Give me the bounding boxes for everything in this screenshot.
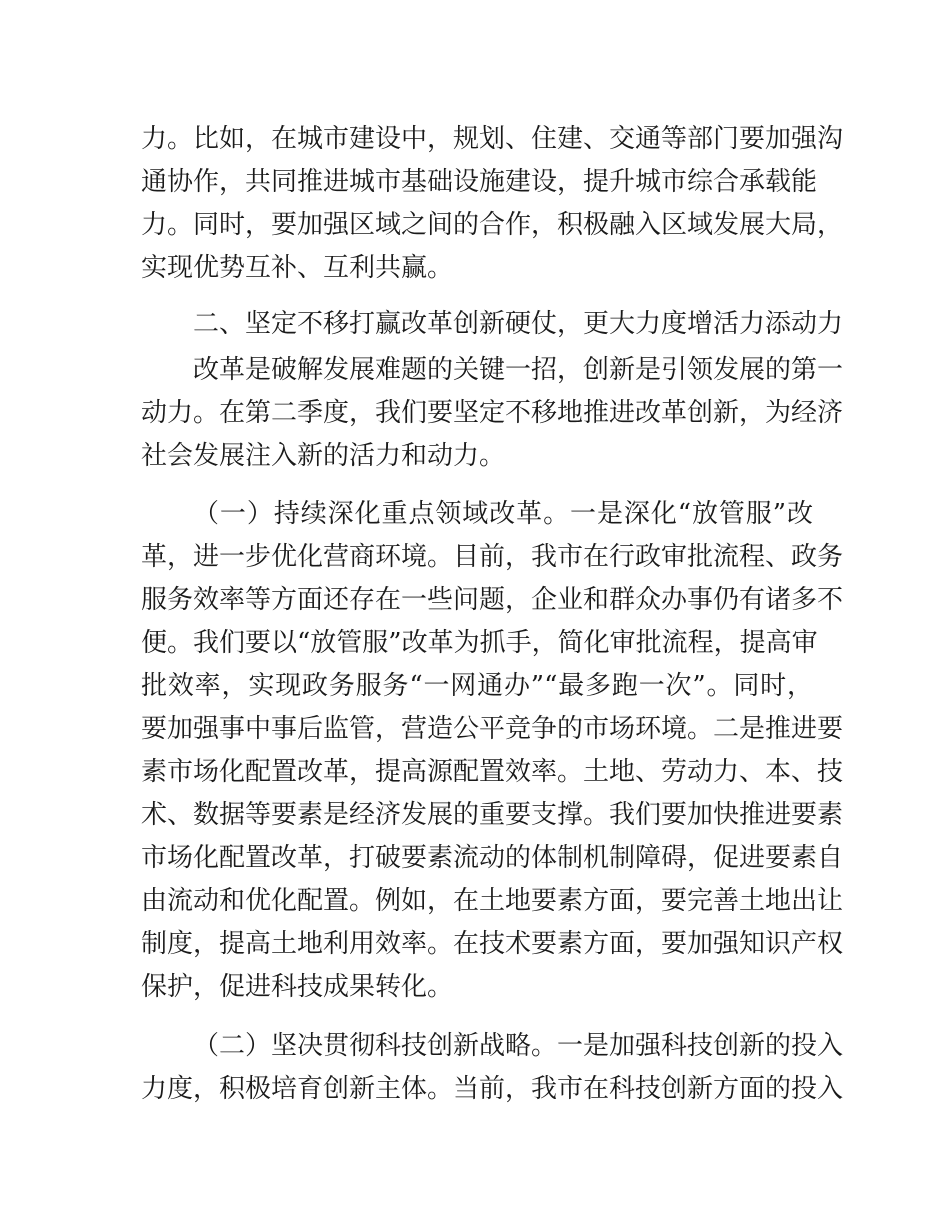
subsection-heading-line: （二）坚决贯彻科技创新战略。一是加强科技创新的投入 (193, 1031, 844, 1061)
body-text-line: 要加强事中事后监管，营造公平竞争的市场环境。二是推进要 (141, 714, 844, 744)
body-text-line: 市场化配置改革，打破要素流动的体制机制障碍，促进要素自 (141, 843, 844, 873)
body-text-line: 术、数据等要素是经济发展的重要支撑。我们要加快推进要素 (141, 800, 844, 830)
body-text-line: 力。比如，在城市建设中，规划、住建、交通等部门要加强沟 (141, 124, 844, 154)
body-text-line: 革，进一步优化营商环境。目前，我市在行政审批流程、政务 (141, 542, 844, 572)
body-text-line: 便。我们要以“放管服”改革为抓手，简化审批流程，提高审 (141, 628, 818, 658)
body-text-line: 素市场化配置改革，提高源配置效率。土地、劳动力、本、技 (141, 757, 844, 787)
body-text-line: 保护，促进科技成果转化。 (141, 972, 454, 1002)
subsection-heading-line: （一）持续深化重点领域改革。一是深化“放管服”改 (193, 499, 813, 529)
body-text-line: 力。同时，要加强区域之间的合作，积极融入区域发展大局， (141, 210, 844, 240)
body-text-line: 动力。在第二季度，我们要坚定不移地推进改革创新，为经济 (141, 398, 844, 428)
body-text-line: 批效率，实现政务服务“一网通办”“最多跑一次”。同时， (141, 671, 813, 701)
body-text-line: 通协作，共同推进城市基础设施建设，提升城市综合承载能 (141, 167, 818, 197)
body-text-line: 改革是破解发展难题的关键一招，创新是引领发展的第一 (193, 355, 844, 385)
body-text-line: 力度，积极培育创新主体。当前，我市在科技创新方面的投入 (141, 1074, 844, 1104)
body-text-line: 社会发展注入新的活力和动力。 (141, 441, 506, 471)
body-text-line: 制度，提高土地利用效率。在技术要素方面，要加强知识产权 (141, 929, 844, 959)
body-text-line: 实现优势互补、互利共赢。 (141, 253, 454, 283)
section-heading: 二、坚定不移打赢改革创新硬仗，更大力度增活力添动力 (193, 309, 844, 339)
body-text-line: 服务效率等方面还存在一些问题，企业和群众办事仍有诸多不 (141, 585, 844, 615)
body-text-line: 由流动和优化配置。例如，在土地要素方面，要完善土地出让 (141, 886, 844, 916)
